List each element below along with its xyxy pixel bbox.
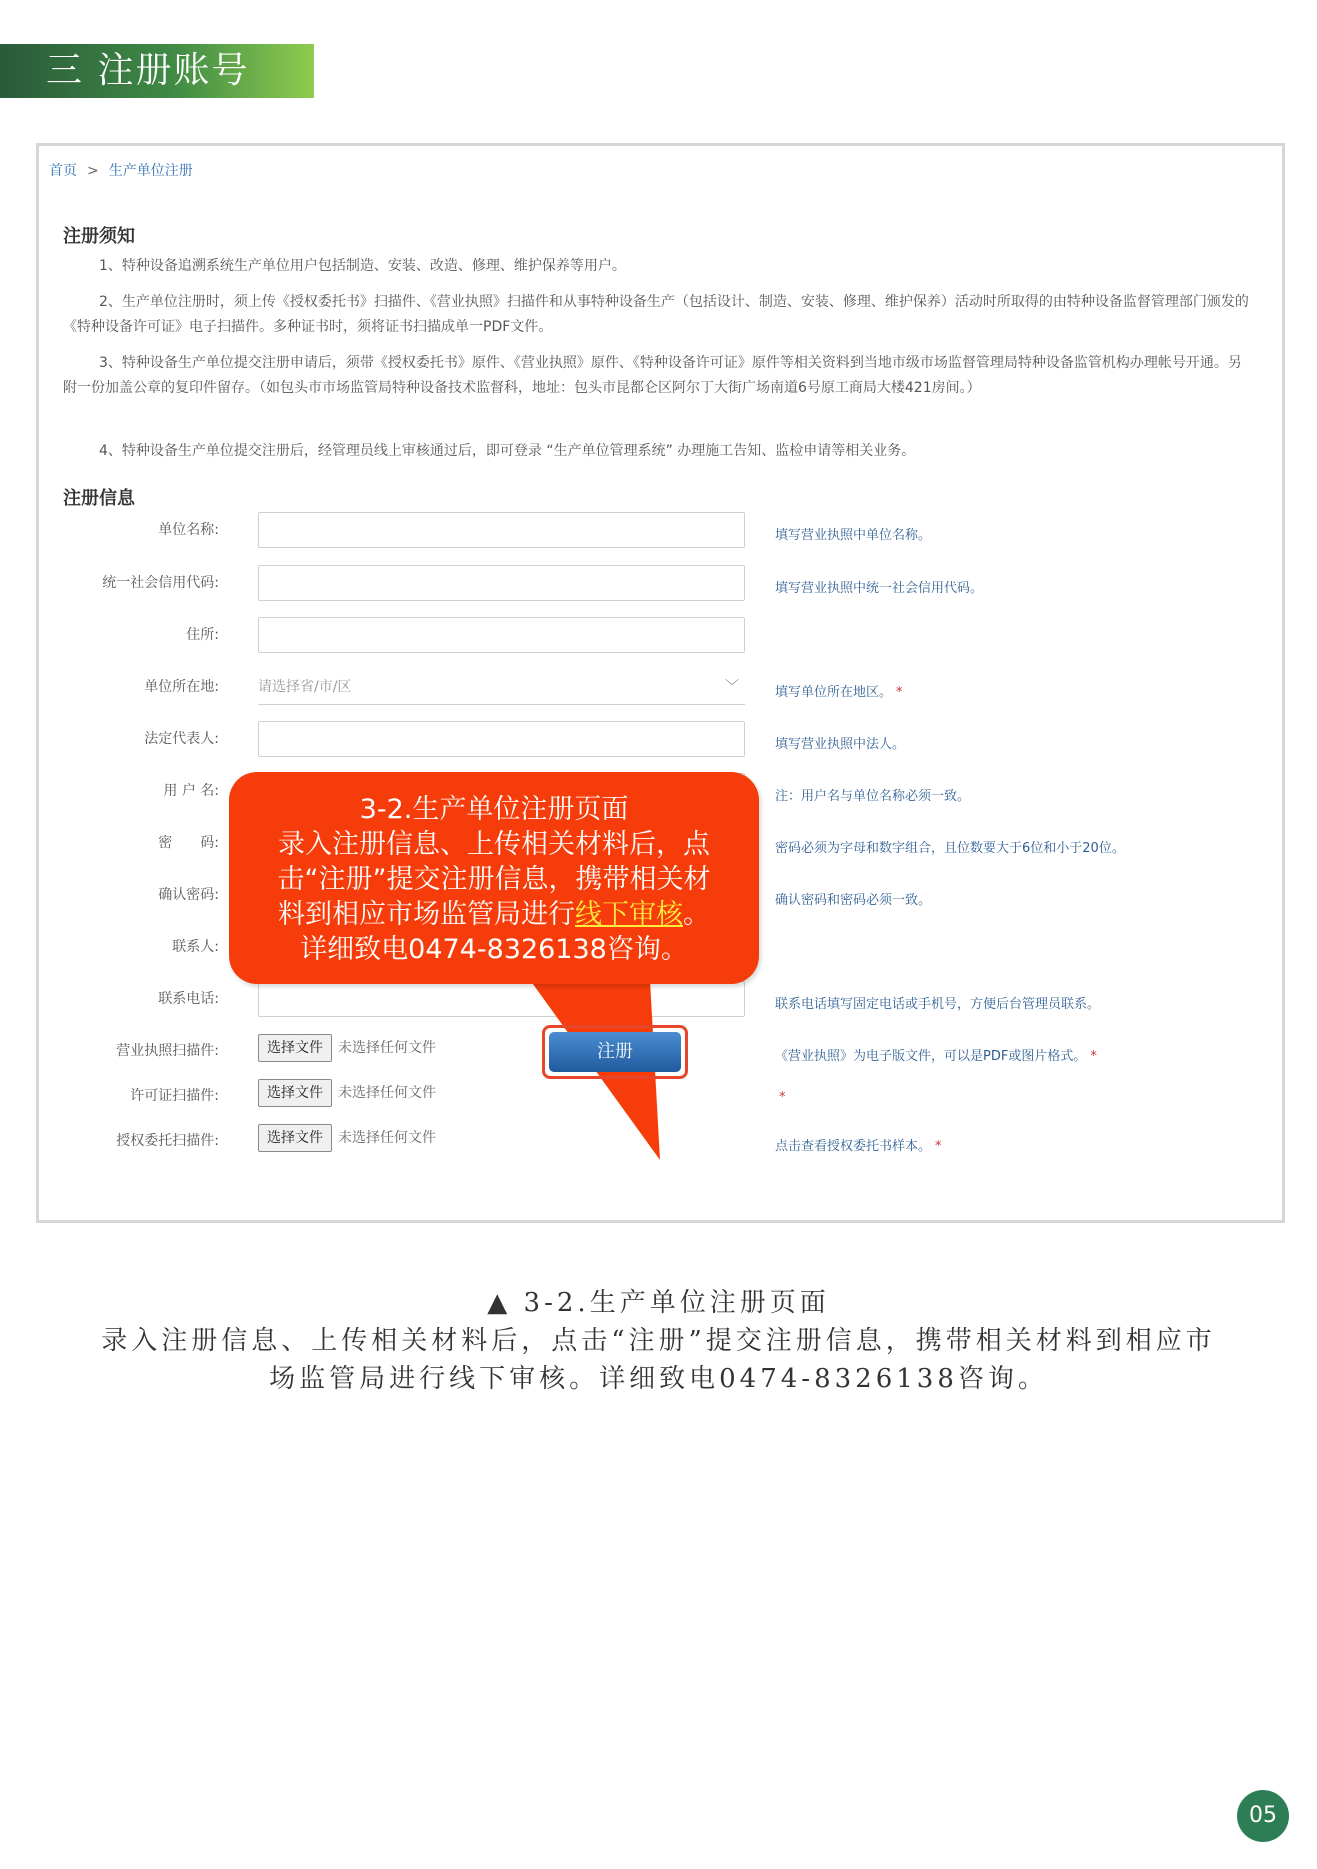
password-hint: 密码必须为字母和数字组合，且位数要大于6位和小于20位。 (775, 841, 1125, 856)
license-file-status: 未选择任何文件 (338, 1040, 436, 1056)
notice-item: 3、特种设备生产单位提交注册申请后，须带《授权委托书》原件、《营业执照》原件、《特种设备许可证》原件等相关资料到当地市级市场监督管理局特种设备监管机构办理帐号开通。另附一份加盖公章的复印件留存。（如包头市市场监管局特种设备技术监督科，地址：包头市昆都仑区阿尔丁大街广场南道6号原工商局大楼421房间。） (63, 355, 1242, 396)
register-button[interactable]: 注册 (549, 1032, 681, 1072)
figure-caption-text: 录入注册信息、上传相关材料后，点击“注册”提交注册信息，携带相关材料到相应市 (101, 1326, 1216, 1356)
authorization-file-status: 未选择任何文件 (338, 1130, 436, 1146)
breadcrumb-separator: > (87, 163, 99, 179)
phone-label: 联系电话: (158, 991, 219, 1007)
breadcrumb-home[interactable]: 首页 (49, 163, 77, 179)
callout-line: 料到相应市场监管局进行线下审核。 (278, 899, 710, 930)
company-name-hint: 填写营业执照中单位名称。 (775, 528, 932, 543)
location-placeholder: 请选择省/市/区 (258, 679, 352, 695)
instruction-callout (229, 772, 759, 984)
notice-title: 注册须知 (63, 226, 135, 247)
credit-code-label: 统一社会信用代码: (102, 575, 219, 591)
username-hint: 注：用户名与单位名称必须一致。 (775, 789, 971, 804)
authorization-file-label: 授权委托扫描件: (116, 1133, 219, 1149)
location-label: 单位所在地: (144, 679, 219, 695)
notice-item: 4、特种设备生产单位提交注册后，经管理员线上审核通过后，即可登录 “生产单位管理系统” 办理施工告知、监检申请等相关业务。 (99, 443, 916, 459)
authorization-file-hint: 点击查看授权委托书样本。 * (775, 1139, 942, 1154)
location-hint: 填写单位所在地区。 * (775, 685, 903, 700)
form-title: 注册信息 (63, 488, 135, 509)
address-label: 住所: (186, 627, 219, 643)
password-label: 密 码: (158, 835, 219, 851)
figure-caption-title: ▲ 3-2.生产单位注册页面 (487, 1288, 830, 1318)
callout-line: 录入注册信息、上传相关材料后，点 (278, 829, 710, 860)
legal-rep-input[interactable] (258, 721, 745, 757)
notice-item: 2、生产单位注册时，须上传《授权委托书》扫描件、《营业执照》扫描件和从事特种设备生产（包括设计、制造、安装、修理、维护保养）活动时所取得的由特种设备监督管理部门颁发的《特种设备许可证》电子扫描件。多种证书时，须将证书扫描成单一PDF文件。 (63, 294, 1249, 335)
authorization-file-button[interactable]: 选择文件 (258, 1124, 332, 1152)
license-file-hint: 《营业执照》为电子版文件，可以是PDF或图片格式。 * (775, 1049, 1097, 1064)
notice-item: 1、特种设备追溯系统生产单位用户包括制造、安装、改造、修理、维护保养等用户。 (99, 258, 626, 274)
breadcrumb (49, 160, 193, 180)
permit-file-button[interactable]: 选择文件 (258, 1079, 332, 1107)
legal-rep-hint: 填写营业执照中法人。 (775, 737, 906, 752)
permit-file-picker (258, 1079, 436, 1107)
company-name-input[interactable] (258, 512, 745, 548)
figure-caption-text: 场监管局进行线下审核。详细致电0474-8326138咨询。 (269, 1364, 1048, 1394)
callout-line: 详细致电0474-8326138咨询。 (300, 934, 688, 965)
confirm-password-label: 确认密码: (158, 887, 219, 903)
breadcrumb-current[interactable]: 生产单位注册 (108, 163, 193, 179)
callout-line: 击“注册”提交注册信息，携带相关材 (277, 864, 711, 895)
page-number: 05 (1237, 1790, 1289, 1842)
license-file-picker (258, 1034, 436, 1062)
location-select[interactable] (258, 669, 745, 705)
permit-file-status: 未选择任何文件 (338, 1085, 436, 1101)
contact-label: 联系人: (172, 939, 219, 955)
permit-file-hint: * (779, 1090, 786, 1105)
company-name-label: 单位名称: (158, 522, 219, 538)
permit-file-label: 许可证扫描件: (130, 1088, 219, 1104)
phone-hint: 联系电话填写固定电话或手机号，方便后台管理员联系。 (775, 997, 1101, 1012)
license-file-label: 营业执照扫描件: (116, 1043, 219, 1059)
callout-highlight: 线下审核 (575, 899, 683, 930)
address-input[interactable] (258, 617, 745, 653)
credit-code-input[interactable] (258, 565, 745, 601)
credit-code-hint: 填写营业执照中统一社会信用代码。 (775, 581, 984, 596)
confirm-password-hint: 确认密码和密码必须一致。 (775, 893, 932, 908)
submit-highlight (542, 1025, 688, 1079)
section-banner: 三 注册账号 (0, 44, 314, 98)
callout-line: 3-2.生产单位注册页面 (359, 794, 629, 825)
legal-rep-label: 法定代表人: (144, 731, 219, 747)
chevron-down-icon: ﹀ (725, 679, 739, 695)
license-file-button[interactable]: 选择文件 (258, 1034, 332, 1062)
authorization-file-picker (258, 1124, 436, 1152)
username-label: 用 户 名: (163, 783, 219, 799)
